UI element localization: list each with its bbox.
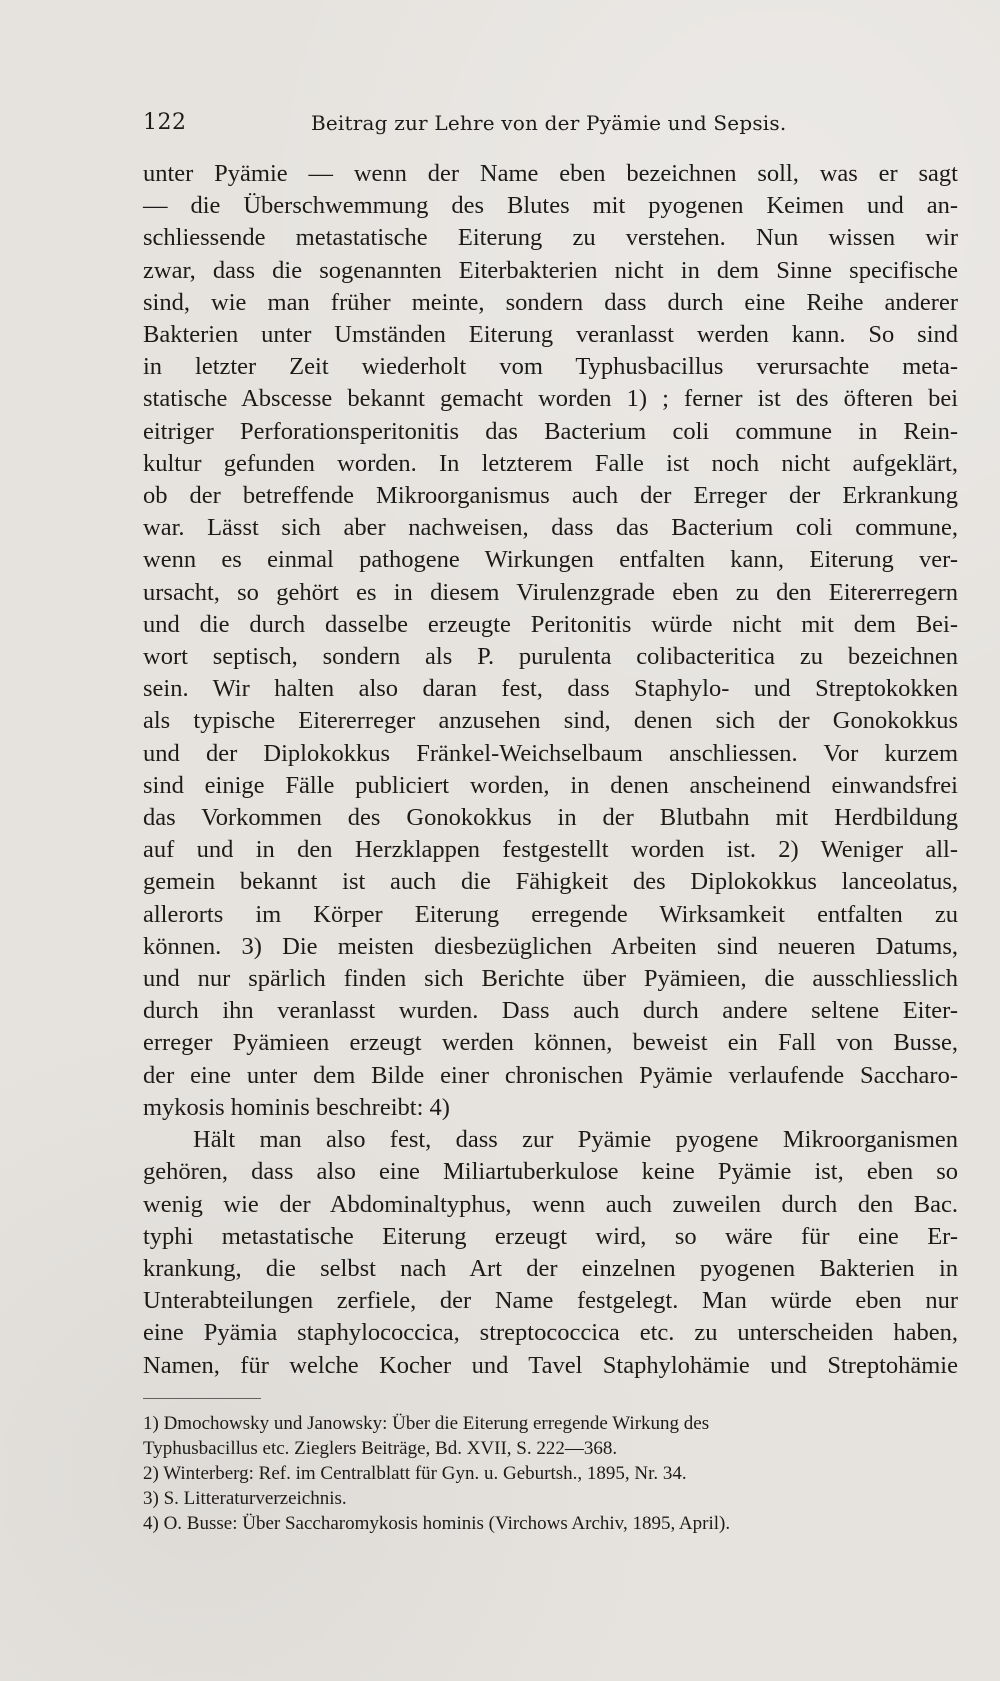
text-line: in letzter Zeit wiederholt vom Typhusbacillus verursachte meta- (143, 353, 958, 381)
text-line: und die durch dasselbe erzeugte Peritonitis würde nicht mit dem Bei- (143, 610, 958, 638)
text-line: erreger Pyämieen erzeugt werden können, beweist ein Fall von Busse, (143, 1029, 958, 1057)
text-line: sein. Wir halten also daran fest, dass Staphylo- und Streptokokken (143, 675, 958, 703)
text-line: das Vorkommen des Gonokokkus in der Blutbahn mit Herdbildung (143, 804, 958, 832)
text-line: war. Lässt sich aber nachweisen, dass das Bacterium coli commune, (143, 514, 958, 542)
text-line: eine Pyämia staphylococcica, streptococcica etc. zu unterscheiden haben, (143, 1319, 958, 1347)
running-head-title: Beitrag zur Lehre von der Pyämie und Sepsis. (311, 111, 787, 135)
text-line: auf und in den Herzklappen festgestellt worden ist. 2) Weniger all- (143, 836, 958, 864)
text-line: zwar, dass die sogenannten Eiterbakterien nicht in dem Sinne specifische (143, 256, 958, 284)
page-number: 122 (143, 110, 187, 135)
running-head (143, 108, 958, 138)
text-line: mykosis hominis beschreibt: 4) (143, 1093, 450, 1121)
text-line: typhi metastatische Eiterung erzeugt wird, so wäre für eine Er- (143, 1222, 958, 1250)
text-line: wenn es einmal pathogene Wirkungen entfalten kann, Eiterung ver- (143, 546, 958, 574)
text-line: krankung, die selbst nach Art der einzelnen pyogenen Bakterien in (143, 1254, 958, 1282)
paragraph-first-line: Hält man also fest, dass zur Pyämie pyogene Mikroorganismen (193, 1126, 958, 1154)
text-line: wenig wie der Abdominaltyphus, wenn auch zuweilen durch den Bac. (143, 1190, 958, 1218)
text-line: gehören, dass also eine Miliartuberkulose keine Pyämie ist, eben so (143, 1158, 958, 1186)
text-line: ob der betreffende Mikroorganismus auch der Erreger der Erkrankung (143, 482, 958, 510)
main-text (143, 158, 958, 1382)
text-line: als typische Eitererreger anzusehen sind, denen sich der Gonokokkus (143, 707, 958, 735)
text-line: Namen, für welche Kocher und Tavel Staphylohämie und Streptohämie (143, 1351, 958, 1379)
footnote-3: 3) S. Litteraturverzeichnis. (143, 1487, 347, 1509)
footnote-1: 1) Dmochowsky und Janowsky: Über die Eiterung erregende Wirkung des (143, 1412, 710, 1434)
text-line: unter Pyämie — wenn der Name eben bezeichnen soll, was er sagt (143, 160, 958, 187)
text-line: statische Abscesse bekannt gemacht worden 1) ; ferner ist des öfteren bei (143, 385, 958, 413)
text-line: durch ihn veranlasst wurden. Dass auch durch andere seltene Eiter- (143, 997, 958, 1025)
footnote-2: 2) Winterberg: Ref. im Centralblatt für Gyn. u. Geburtsh., 1895, Nr. 34. (143, 1462, 687, 1484)
text-line: der eine unter dem Bilde einer chronischen Pyämie verlaufende Saccharo- (143, 1061, 958, 1089)
footnotes (143, 1411, 958, 1536)
text-line: und nur spärlich finden sich Berichte über Pyämieen, die ausschliesslich (143, 965, 958, 993)
text-line: sind, wie man früher meinte, sondern dass durch eine Reihe anderer (143, 288, 958, 316)
text-line: allerorts im Körper Eiterung erregende Wirksamkeit entfalten zu (143, 900, 958, 928)
text-line: schliessende metastatische Eiterung zu verstehen. Nun wissen wir (143, 224, 958, 252)
text-line: und der Diplokokkus Fränkel-Weichselbaum anschliessen. Vor kurzem (143, 739, 958, 767)
text-line: können. 3) Die meisten diesbezüglichen Arbeiten sind neueren Datums, (143, 932, 958, 960)
text-line: gemein bekannt ist auch die Fähigkeit des Diplokokkus lanceolatus, (143, 868, 958, 896)
text-line: sind einige Fälle publiciert worden, in denen anscheinend einwandsfrei (143, 771, 958, 799)
footnote-1-continuation: Typhusbacillus etc. Zieglers Beiträge, Bd. XVII, S. 222—368. (143, 1437, 618, 1459)
text-line: wort septisch, sondern als P. purulenta colibacteritica zu bezeichnen (143, 643, 958, 671)
text-line: Unterabteilungen zerfiele, der Name festgelegt. Man würde eben nur (143, 1287, 958, 1315)
footnote-divider (143, 1398, 261, 1399)
text-line: eitriger Perforationsperitonitis das Bacterium coli commune in Rein- (143, 417, 958, 445)
text-line: Bakterien unter Umständen Eiterung veranlasst werden kann. So sind (143, 321, 958, 349)
footnote-4: 4) O. Busse: Über Saccharomykosis hominis (Virchows Archiv, 1895, April). (143, 1512, 731, 1534)
text-line: ursacht, so gehört es in diesem Virulenzgrade eben zu den Eitererregern (143, 578, 958, 606)
text-line: kultur gefunden worden. In letzterem Falle ist noch nicht aufgeklärt, (143, 449, 958, 477)
text-line: — die Überschwemmung des Blutes mit pyogenen Keimen und an- (143, 192, 958, 220)
